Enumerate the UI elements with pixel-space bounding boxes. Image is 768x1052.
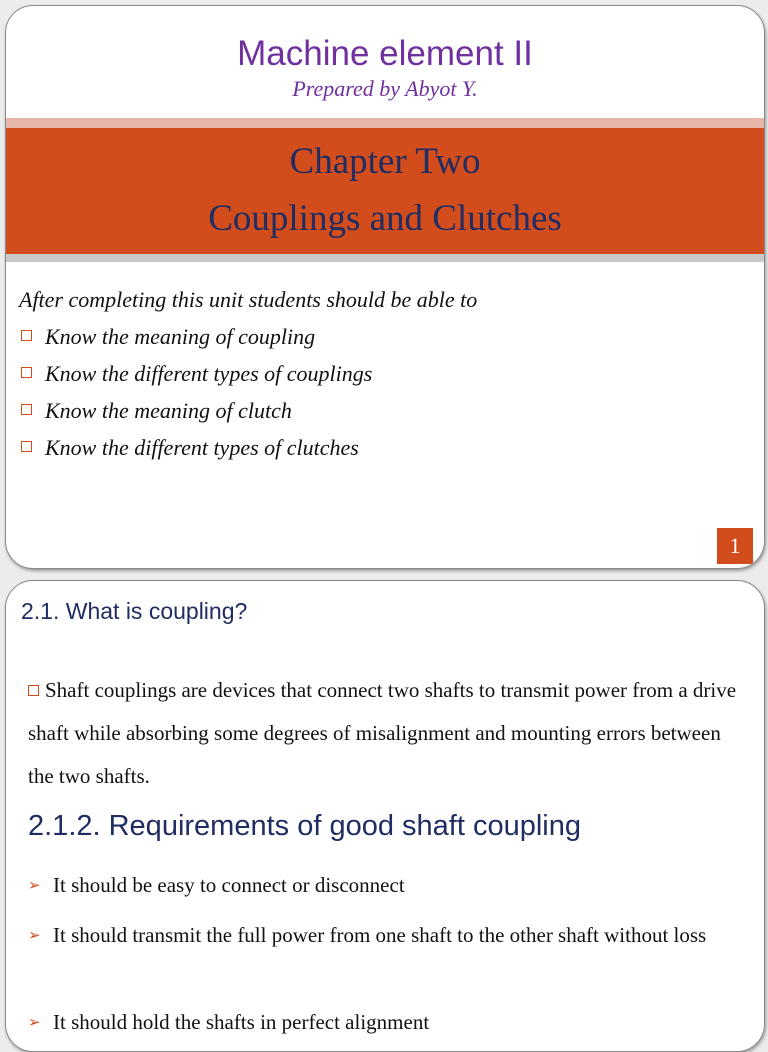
list-item [28, 1001, 740, 1045]
section-heading: 2.1. What is coupling? [21, 598, 248, 624]
objective-text: Know the different types of clutches [45, 435, 359, 460]
arrowhead-icon: ➢ [28, 1015, 41, 1031]
band-divider-top [6, 118, 764, 128]
chapter-title: Couplings and Clutches [208, 198, 562, 239]
page-number-badge: 1 [717, 528, 753, 564]
objectives-intro: After completing this unit students should be able to [19, 287, 478, 312]
definition-text: Shaft couplings are devices that connect two shafts to transmit power from a drive shaft while absorbing some degrees of misalignment and mounting errors between the two shafts. [28, 678, 737, 788]
objectives-list [19, 324, 372, 472]
subsection-heading: 2.1.2. Requirements of good shaft coupling [28, 810, 581, 842]
hollow-square-icon [21, 404, 32, 415]
slide-2 [5, 580, 765, 1052]
slide-1 [5, 5, 765, 569]
list-item [19, 361, 372, 398]
requirement-text: It should hold the shafts in perfect alignment [53, 1010, 430, 1034]
hollow-square-icon [21, 367, 32, 378]
objective-text: Know the different types of couplings [45, 361, 373, 386]
requirement-text: It should transmit the full power from one shaft to the other shaft without loss [53, 923, 707, 947]
list-item [28, 864, 740, 908]
list-item [19, 324, 372, 361]
objective-text: Know the meaning of clutch [45, 398, 292, 423]
hollow-square-icon [28, 685, 39, 696]
requirement-text: It should be easy to connect or disconnect [53, 873, 405, 897]
list-item [28, 914, 740, 958]
slide-subtitle: Prepared by Abyot Y. [292, 76, 478, 101]
definition-paragraph [28, 669, 742, 798]
arrowhead-icon: ➢ [28, 878, 41, 894]
slide-title: Machine element II [237, 34, 533, 73]
list-item [19, 398, 372, 435]
objective-text: Know the meaning of coupling [45, 324, 316, 349]
list-item [19, 435, 372, 472]
band-divider-bottom [6, 254, 764, 262]
chapter-number: Chapter Two [289, 141, 481, 182]
arrowhead-icon: ➢ [28, 928, 41, 944]
hollow-square-icon [21, 441, 32, 452]
hollow-square-icon [21, 330, 32, 341]
